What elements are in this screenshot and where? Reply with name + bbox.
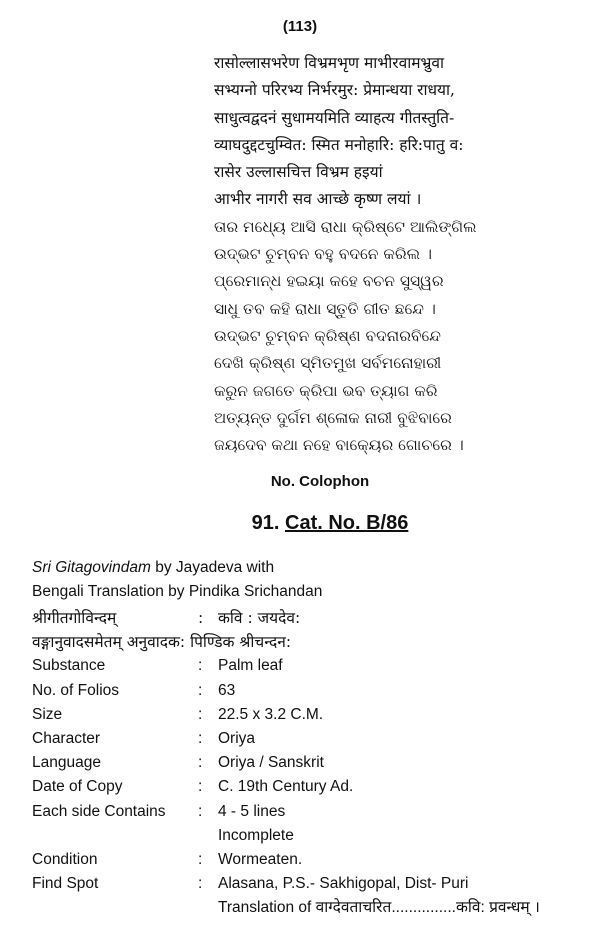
verse-line: ଜୟଦେବ କଥା ନହେ ବାକ୍ୟେର ଗୋଚରେ ।: [214, 436, 464, 455]
row-label: Substance: [32, 657, 106, 675]
verse-line: ପ୍ରେମାନ୍ଧ ହଇୟା କହେ ବଚନ ସୁସ୍ୱର: [214, 272, 444, 291]
intro: [32, 556, 322, 604]
verse-line: ତାର ମଧ୍ୟେ ଆସି ରାଧା କ୍ରିଷ୍ଟେ ଆଲିଙ୍ଗିଲ: [214, 217, 477, 236]
row-value: C. 19th Century Ad.: [218, 778, 354, 796]
verse-line: ସାଧୁ ତବ କହି ରାଧା ସ୍ତୁତି ଗୀତ ଛନ୍ଦେ ।: [214, 299, 436, 318]
work-title: Sri Gitagovindam: [32, 559, 151, 576]
row-colon: :: [198, 657, 203, 675]
verse-line: साधुत्वद्वदनं सुधामयमिति व्याहत्य गीतस्तुति-: [214, 108, 455, 127]
row-value: Oriya: [218, 729, 256, 747]
row-label: Size: [32, 705, 63, 723]
row-colon: :: [198, 729, 203, 747]
row-colon: :: [198, 802, 203, 820]
row-value: Incomplete: [218, 826, 294, 844]
row-value: Alasana, P.S.- Sakhigopal, Dist- Puri: [218, 875, 469, 893]
row-colon: :: [198, 705, 203, 723]
row-label: Find Spot: [32, 875, 99, 893]
row-label: Character: [32, 729, 101, 747]
page-number: (113): [282, 18, 318, 35]
intro-line-1: [32, 556, 322, 580]
row-value: Oriya / Sanskrit: [218, 754, 324, 772]
row-label: Language: [32, 754, 101, 772]
verse-line: रासेर उल्लासचित्त विभ्रम हइयां: [214, 163, 383, 182]
colophon: No. Colophon: [270, 473, 370, 490]
row-colon: :: [198, 778, 203, 796]
row-value: Wormeaten.: [218, 850, 303, 868]
row-colon: :: [198, 609, 204, 627]
verse-line: रासोल्लासभरेण विभ्रमभृण माभीरवामभ्रुवा: [214, 54, 445, 72]
verse-line: आभीर नागरी सव आच्छे कृष्ण लयां ।: [214, 190, 422, 209]
verse-line: ଉଦ୍‌ଭଟ ଚୁମ୍ବନ କ୍ରିଷ୍ଣ ବଦନାରବିନ୍ଦେ: [214, 326, 441, 345]
verse-line: ଦେଖି କ୍ରିଷ୍ଣ ସ୍ମିତମୁଖ ସର୍ବମନୋହାରୀ: [214, 354, 442, 373]
row-colon: :: [198, 850, 203, 868]
row-label: Each side Contains: [32, 802, 166, 820]
row-label: वङ्गानुवादसमेतम् अनुवादक: पिण्डिक श्रीचन्दन:: [32, 633, 292, 652]
row-value: Palm leaf: [218, 657, 283, 675]
row-colon: :: [198, 875, 203, 893]
verse-line: ଅତ୍ୟନ୍ତ ଦୁର୍ଗମ ଶ୍ଳୋକ ନାରୀ ବୁଝିବାରେ: [214, 408, 452, 427]
intro-line-2: Bengali Translation by Pindika Srichandan: [32, 583, 323, 600]
row-label: Date of Copy: [32, 778, 123, 796]
row-colon: :: [198, 681, 203, 699]
row-value: कवि : जयदेव:: [218, 609, 301, 627]
row-value: 63: [218, 681, 236, 699]
row-label: श्रीगीतगोविन्दम्: [32, 609, 117, 627]
row-colon: :: [198, 754, 203, 772]
verse-block: [214, 50, 477, 459]
catalog-number: Cat. No. B/86: [285, 512, 409, 534]
intro-author: by Jayadeva with: [150, 559, 275, 576]
row-value: 22.5 x 3.2 C.M.: [218, 705, 324, 723]
verse-line: व्याघदुद्दटचुम्वित: स्मित मनोहारि: हरि:पातु व:: [214, 135, 464, 154]
entry-heading: [0, 512, 600, 535]
entry-number: 91.: [251, 512, 280, 534]
verse-line: କରୁନ ଜଗତେ କ୍ରିପା ଭବ ତ୍ୟାଗ କରି: [214, 381, 438, 400]
translation-line: Translation of वाग्देवताचरित...............कवि: प्रवन्धम् ।: [218, 899, 540, 917]
verse-line: ଉଦ୍‌ଭଟ ଚୁମ୍ବନ ବହୁ ବଦନେ କରିଲ ।: [214, 245, 432, 264]
row-label: Condition: [32, 850, 98, 868]
row-label: No. of Folios: [32, 681, 120, 699]
row-value: 4 - 5 lines: [218, 802, 286, 820]
verse-line: सभ्यग्नो परिरभ्य निर्भरमुर: प्रेमान्धया राधया,: [214, 81, 455, 100]
